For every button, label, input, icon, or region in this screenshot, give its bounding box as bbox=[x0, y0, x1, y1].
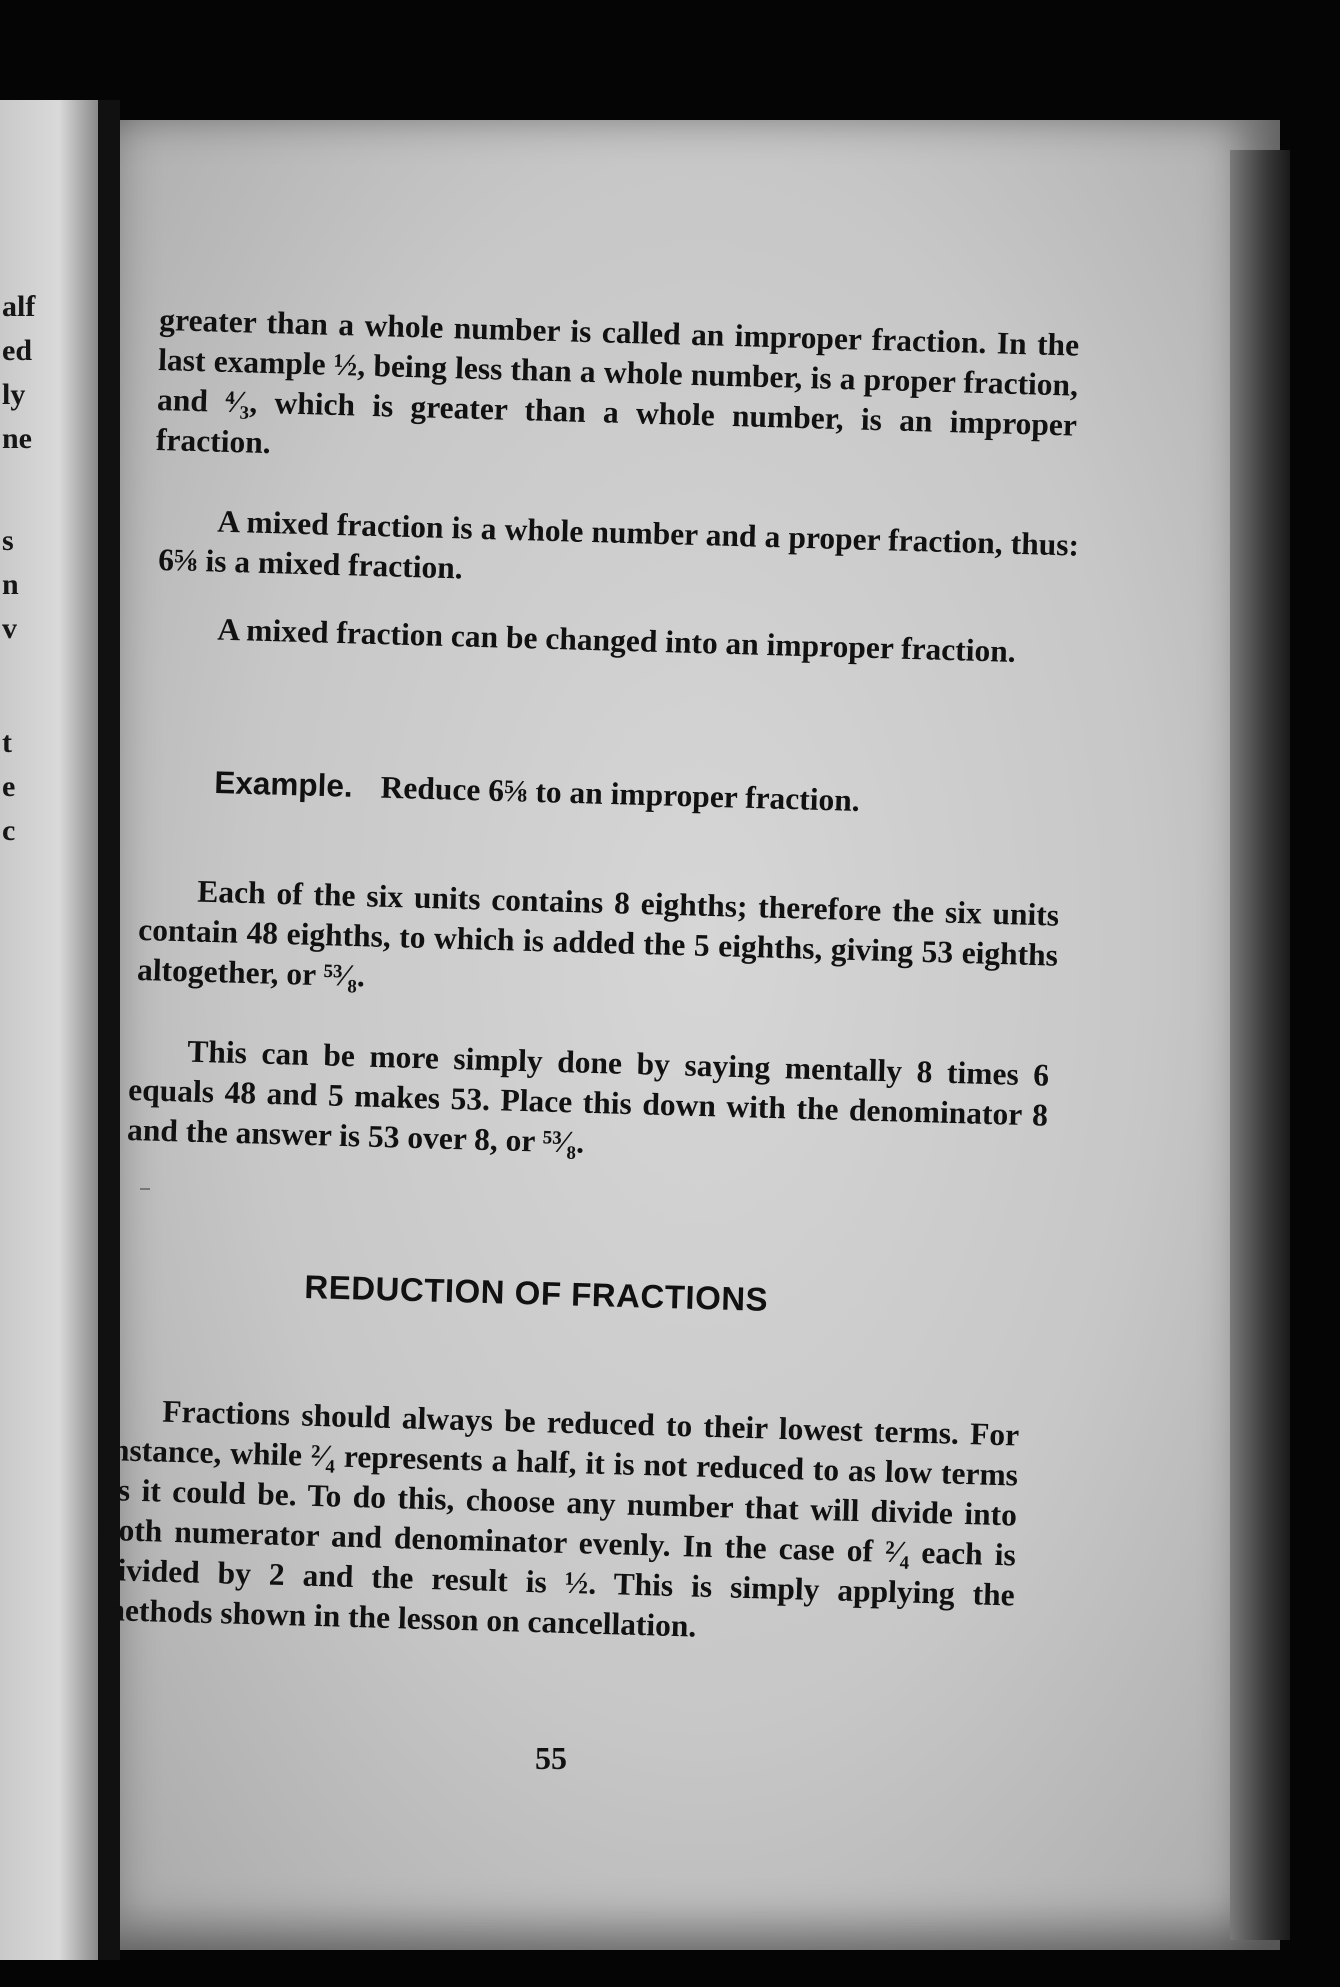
paragraph-reduction: Fractions should always be reduced to their lowest terms. For instance, while ²⁄₄ represents a half, it is not reduced to as low terms as it could be. To do this, choose any number that will divide into both numerator and denominator evenly. In the case of ²⁄₄ each is divided by 2 and the result is ½. This is simply applying the methods shown in the lesson on cancellation. bbox=[98, 1393, 1020, 1644]
paragraph-mental-method: This can be more simply done by saying mentally 8 times 6 equals 48 and 5 makes 53. Place this down with the denominator 8 and the answer is 53 over 8, or ⁵³⁄₈. bbox=[126, 1033, 1050, 1160]
page-number: 55 bbox=[535, 1740, 567, 1776]
paragraph-improper-fraction: greater than a whole number is called an improper fraction. In the last example ½, being less than a whole number, is a proper fraction, and ⁴⁄₃, which is greater than a whole number, is an improper fraction. bbox=[155, 301, 1080, 461]
paragraph-change-fraction: A mixed fraction can be changed into an improper fraction. bbox=[216, 611, 1017, 669]
left-page-fragment: ly bbox=[2, 378, 26, 411]
book-gutter bbox=[98, 100, 120, 1960]
left-page-fragment: alf bbox=[2, 290, 36, 323]
left-page-fragment: n bbox=[2, 568, 19, 601]
paragraph-six-units: Each of the six units contains 8 eighths; therefore the six units contain 48 eighths, to which is added the 5 eighths, giving 53 eighths altogether, or ⁵³⁄₈. bbox=[136, 873, 1060, 994]
left-page-fragment: s bbox=[2, 524, 14, 557]
left-page-fragment: v bbox=[2, 612, 17, 645]
text-block-six-units bbox=[137, 870, 1060, 1016]
text-block-mental bbox=[127, 1030, 1050, 1176]
page-edge-shadow bbox=[1230, 150, 1290, 1940]
section-heading: REDUCTION OF FRACTIONS bbox=[303, 1268, 769, 1318]
print-speck bbox=[140, 1188, 150, 1190]
paragraph-mixed-fraction: A mixed fraction is a whole number and a proper fraction, thus: 6⅝ is a mixed fraction. bbox=[157, 503, 1080, 586]
left-page-fragment: e bbox=[2, 770, 16, 803]
left-page-edge bbox=[0, 100, 98, 1960]
text-block-reduction bbox=[98, 1390, 1019, 1655]
left-page-fragment: ed bbox=[2, 334, 32, 367]
left-page-fragment: c bbox=[2, 814, 16, 847]
left-page-fragment: ne bbox=[2, 422, 32, 455]
left-page-fragment: t bbox=[2, 726, 12, 759]
example-text: Reduce 6⅝ to an improper fraction. bbox=[380, 769, 861, 819]
text-block-intro bbox=[156, 300, 1080, 486]
example-label: Example. bbox=[213, 763, 354, 804]
